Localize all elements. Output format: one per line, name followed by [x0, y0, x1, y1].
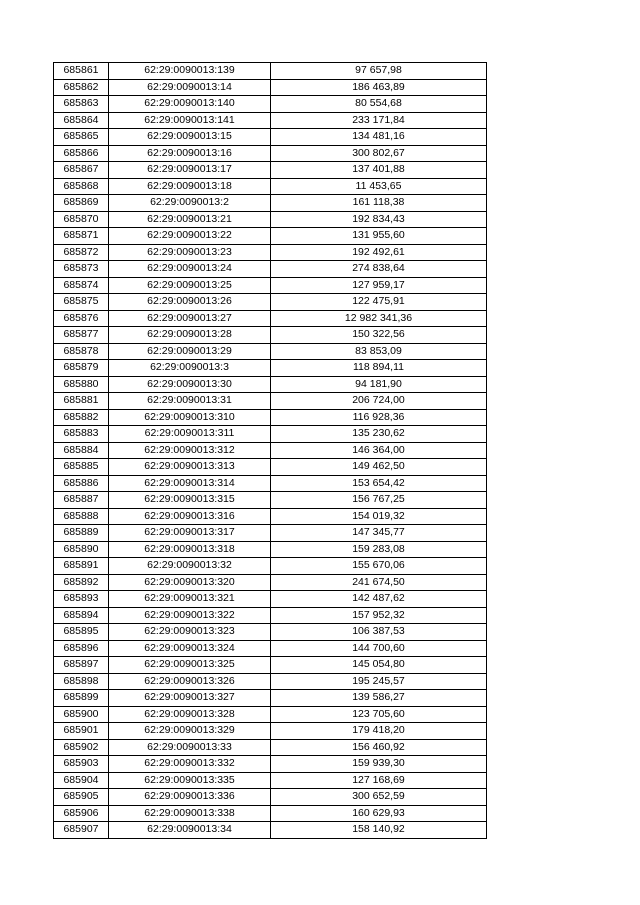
value-cell: 135 230,62 — [271, 426, 487, 443]
cadastral-number-cell: 62:29:0090013:312 — [109, 442, 271, 459]
cadastral-number-cell: 62:29:0090013:311 — [109, 426, 271, 443]
value-cell: 159 283,08 — [271, 541, 487, 558]
table-row — [54, 79, 487, 96]
row-number-cell: 685898 — [54, 673, 109, 690]
value-cell: 123 705,60 — [271, 706, 487, 723]
value-cell: 94 181,90 — [271, 376, 487, 393]
value-cell: 154 019,32 — [271, 508, 487, 525]
table-row — [54, 475, 487, 492]
table-row — [54, 145, 487, 162]
table-row — [54, 574, 487, 591]
value-cell: 156 460,92 — [271, 739, 487, 756]
table-row — [54, 624, 487, 641]
value-cell: 97 657,98 — [271, 63, 487, 80]
cadastral-number-cell: 62:29:0090013:33 — [109, 739, 271, 756]
value-cell: 195 245,57 — [271, 673, 487, 690]
table-row — [54, 327, 487, 344]
table-row — [54, 310, 487, 327]
cadastral-number-cell: 62:29:0090013:18 — [109, 178, 271, 195]
table-row — [54, 178, 487, 195]
table-row — [54, 228, 487, 245]
value-cell: 131 955,60 — [271, 228, 487, 245]
value-cell: 147 345,77 — [271, 525, 487, 542]
cadastral-number-cell: 62:29:0090013:310 — [109, 409, 271, 426]
cadastral-number-cell: 62:29:0090013:27 — [109, 310, 271, 327]
cadastral-number-cell: 62:29:0090013:323 — [109, 624, 271, 641]
row-number-cell: 685891 — [54, 558, 109, 575]
table-row — [54, 343, 487, 360]
table-row — [54, 492, 487, 509]
value-cell: 142 487,62 — [271, 591, 487, 608]
cadastral-number-cell: 62:29:0090013:328 — [109, 706, 271, 723]
value-cell: 106 387,53 — [271, 624, 487, 641]
value-cell: 118 894,11 — [271, 360, 487, 377]
value-cell: 161 118,38 — [271, 195, 487, 212]
row-number-cell: 685886 — [54, 475, 109, 492]
table-row — [54, 112, 487, 129]
cadastral-number-cell: 62:29:0090013:335 — [109, 772, 271, 789]
table-row — [54, 277, 487, 294]
cadastral-number-cell: 62:29:0090013:15 — [109, 129, 271, 146]
row-number-cell: 685896 — [54, 640, 109, 657]
cadastral-number-cell: 62:29:0090013:25 — [109, 277, 271, 294]
value-cell: 150 322,56 — [271, 327, 487, 344]
table-row — [54, 63, 487, 80]
row-number-cell: 685875 — [54, 294, 109, 311]
table-row — [54, 393, 487, 410]
row-number-cell: 685901 — [54, 723, 109, 740]
value-cell: 83 853,09 — [271, 343, 487, 360]
row-number-cell: 685870 — [54, 211, 109, 228]
row-number-cell: 685871 — [54, 228, 109, 245]
table-row — [54, 657, 487, 674]
cadastral-number-cell: 62:29:0090013:26 — [109, 294, 271, 311]
row-number-cell: 685887 — [54, 492, 109, 509]
cadastral-number-cell: 62:29:0090013:324 — [109, 640, 271, 657]
row-number-cell: 685877 — [54, 327, 109, 344]
cadastral-number-cell: 62:29:0090013:2 — [109, 195, 271, 212]
table-row — [54, 541, 487, 558]
row-number-cell: 685899 — [54, 690, 109, 707]
row-number-cell: 685865 — [54, 129, 109, 146]
row-number-cell: 685902 — [54, 739, 109, 756]
cadastral-number-cell: 62:29:0090013:314 — [109, 475, 271, 492]
value-cell: 157 952,32 — [271, 607, 487, 624]
row-number-cell: 685873 — [54, 261, 109, 278]
value-cell: 159 939,30 — [271, 756, 487, 773]
table-row — [54, 195, 487, 212]
cadastral-number-cell: 62:29:0090013:32 — [109, 558, 271, 575]
value-cell: 192 492,61 — [271, 244, 487, 261]
cadastral-number-cell: 62:29:0090013:30 — [109, 376, 271, 393]
cadastral-number-cell: 62:29:0090013:14 — [109, 79, 271, 96]
table-row — [54, 772, 487, 789]
row-number-cell: 685885 — [54, 459, 109, 476]
value-cell: 145 054,80 — [271, 657, 487, 674]
cadastral-number-cell: 62:29:0090013:332 — [109, 756, 271, 773]
cadastral-number-cell: 62:29:0090013:141 — [109, 112, 271, 129]
value-cell: 144 700,60 — [271, 640, 487, 657]
value-cell: 12 982 341,36 — [271, 310, 487, 327]
table-row — [54, 756, 487, 773]
value-cell: 192 834,43 — [271, 211, 487, 228]
cadastral-number-cell: 62:29:0090013:317 — [109, 525, 271, 542]
cadastral-number-cell: 62:29:0090013:329 — [109, 723, 271, 740]
cadastral-number-cell: 62:29:0090013:22 — [109, 228, 271, 245]
table-row — [54, 426, 487, 443]
value-cell: 160 629,93 — [271, 805, 487, 822]
table-row — [54, 673, 487, 690]
cadastral-number-cell: 62:29:0090013:3 — [109, 360, 271, 377]
table-row — [54, 211, 487, 228]
table-row — [54, 442, 487, 459]
row-number-cell: 685890 — [54, 541, 109, 558]
row-number-cell: 685889 — [54, 525, 109, 542]
value-cell: 274 838,64 — [271, 261, 487, 278]
value-cell: 127 168,69 — [271, 772, 487, 789]
row-number-cell: 685878 — [54, 343, 109, 360]
value-cell: 158 140,92 — [271, 822, 487, 839]
table-row — [54, 822, 487, 839]
value-cell: 122 475,91 — [271, 294, 487, 311]
cadastral-number-cell: 62:29:0090013:31 — [109, 393, 271, 410]
row-number-cell: 685907 — [54, 822, 109, 839]
cadastral-number-cell: 62:29:0090013:34 — [109, 822, 271, 839]
row-number-cell: 685883 — [54, 426, 109, 443]
row-number-cell: 685876 — [54, 310, 109, 327]
value-cell: 127 959,17 — [271, 277, 487, 294]
value-cell: 179 418,20 — [271, 723, 487, 740]
row-number-cell: 685893 — [54, 591, 109, 608]
table-row — [54, 739, 487, 756]
value-cell: 139 586,27 — [271, 690, 487, 707]
cadastral-number-cell: 62:29:0090013:320 — [109, 574, 271, 591]
table-row — [54, 376, 487, 393]
row-number-cell: 685863 — [54, 96, 109, 113]
row-number-cell: 685905 — [54, 789, 109, 806]
cadastral-number-cell: 62:29:0090013:336 — [109, 789, 271, 806]
table-row — [54, 459, 487, 476]
cadastral-number-cell: 62:29:0090013:140 — [109, 96, 271, 113]
table-row — [54, 805, 487, 822]
value-cell: 233 171,84 — [271, 112, 487, 129]
value-cell: 300 802,67 — [271, 145, 487, 162]
row-number-cell: 685884 — [54, 442, 109, 459]
cadastral-number-cell: 62:29:0090013:28 — [109, 327, 271, 344]
row-number-cell: 685864 — [54, 112, 109, 129]
value-cell: 241 674,50 — [271, 574, 487, 591]
cadastral-number-cell: 62:29:0090013:318 — [109, 541, 271, 558]
value-cell: 134 481,16 — [271, 129, 487, 146]
value-cell: 155 670,06 — [271, 558, 487, 575]
row-number-cell: 685900 — [54, 706, 109, 723]
row-number-cell: 685862 — [54, 79, 109, 96]
value-cell: 80 554,68 — [271, 96, 487, 113]
table-row — [54, 360, 487, 377]
value-cell: 156 767,25 — [271, 492, 487, 509]
table-row — [54, 525, 487, 542]
value-cell: 146 364,00 — [271, 442, 487, 459]
row-number-cell: 685897 — [54, 657, 109, 674]
value-cell: 11 453,65 — [271, 178, 487, 195]
row-number-cell: 685869 — [54, 195, 109, 212]
cadastral-number-cell: 62:29:0090013:21 — [109, 211, 271, 228]
cadastral-number-cell: 62:29:0090013:24 — [109, 261, 271, 278]
table-row — [54, 96, 487, 113]
table-row — [54, 129, 487, 146]
row-number-cell: 685874 — [54, 277, 109, 294]
row-number-cell: 685868 — [54, 178, 109, 195]
table-row — [54, 261, 487, 278]
cadastral-number-cell: 62:29:0090013:29 — [109, 343, 271, 360]
row-number-cell: 685892 — [54, 574, 109, 591]
row-number-cell: 685882 — [54, 409, 109, 426]
row-number-cell: 685894 — [54, 607, 109, 624]
cadastral-number-cell: 62:29:0090013:321 — [109, 591, 271, 608]
cadastral-number-cell: 62:29:0090013:139 — [109, 63, 271, 80]
row-number-cell: 685906 — [54, 805, 109, 822]
row-number-cell: 685881 — [54, 393, 109, 410]
table-row — [54, 607, 487, 624]
value-cell: 300 652,59 — [271, 789, 487, 806]
table-row — [54, 558, 487, 575]
table-row — [54, 723, 487, 740]
table-row — [54, 591, 487, 608]
value-cell: 153 654,42 — [271, 475, 487, 492]
table-row — [54, 244, 487, 261]
cadastral-number-cell: 62:29:0090013:316 — [109, 508, 271, 525]
cadastral-number-cell: 62:29:0090013:315 — [109, 492, 271, 509]
cadastral-number-cell: 62:29:0090013:325 — [109, 657, 271, 674]
cadastral-number-cell: 62:29:0090013:23 — [109, 244, 271, 261]
value-cell: 137 401,88 — [271, 162, 487, 179]
value-cell: 116 928,36 — [271, 409, 487, 426]
table-row — [54, 789, 487, 806]
cadastral-number-cell: 62:29:0090013:338 — [109, 805, 271, 822]
row-number-cell: 685903 — [54, 756, 109, 773]
row-number-cell: 685888 — [54, 508, 109, 525]
row-number-cell: 685879 — [54, 360, 109, 377]
row-number-cell: 685867 — [54, 162, 109, 179]
row-number-cell: 685880 — [54, 376, 109, 393]
cadastral-value-table — [53, 62, 487, 839]
row-number-cell: 685904 — [54, 772, 109, 789]
cadastral-number-cell: 62:29:0090013:326 — [109, 673, 271, 690]
table-row — [54, 409, 487, 426]
table-row — [54, 690, 487, 707]
row-number-cell: 685866 — [54, 145, 109, 162]
cadastral-number-cell: 62:29:0090013:322 — [109, 607, 271, 624]
value-cell: 186 463,89 — [271, 79, 487, 96]
cadastral-number-cell: 62:29:0090013:17 — [109, 162, 271, 179]
row-number-cell: 685895 — [54, 624, 109, 641]
table-row — [54, 508, 487, 525]
value-cell: 149 462,50 — [271, 459, 487, 476]
table-row — [54, 162, 487, 179]
table-row — [54, 294, 487, 311]
row-number-cell: 685861 — [54, 63, 109, 80]
cadastral-number-cell: 62:29:0090013:327 — [109, 690, 271, 707]
table-row — [54, 706, 487, 723]
table-row — [54, 640, 487, 657]
cadastral-number-cell: 62:29:0090013:16 — [109, 145, 271, 162]
cadastral-number-cell: 62:29:0090013:313 — [109, 459, 271, 476]
table-body — [54, 63, 487, 839]
row-number-cell: 685872 — [54, 244, 109, 261]
value-cell: 206 724,00 — [271, 393, 487, 410]
